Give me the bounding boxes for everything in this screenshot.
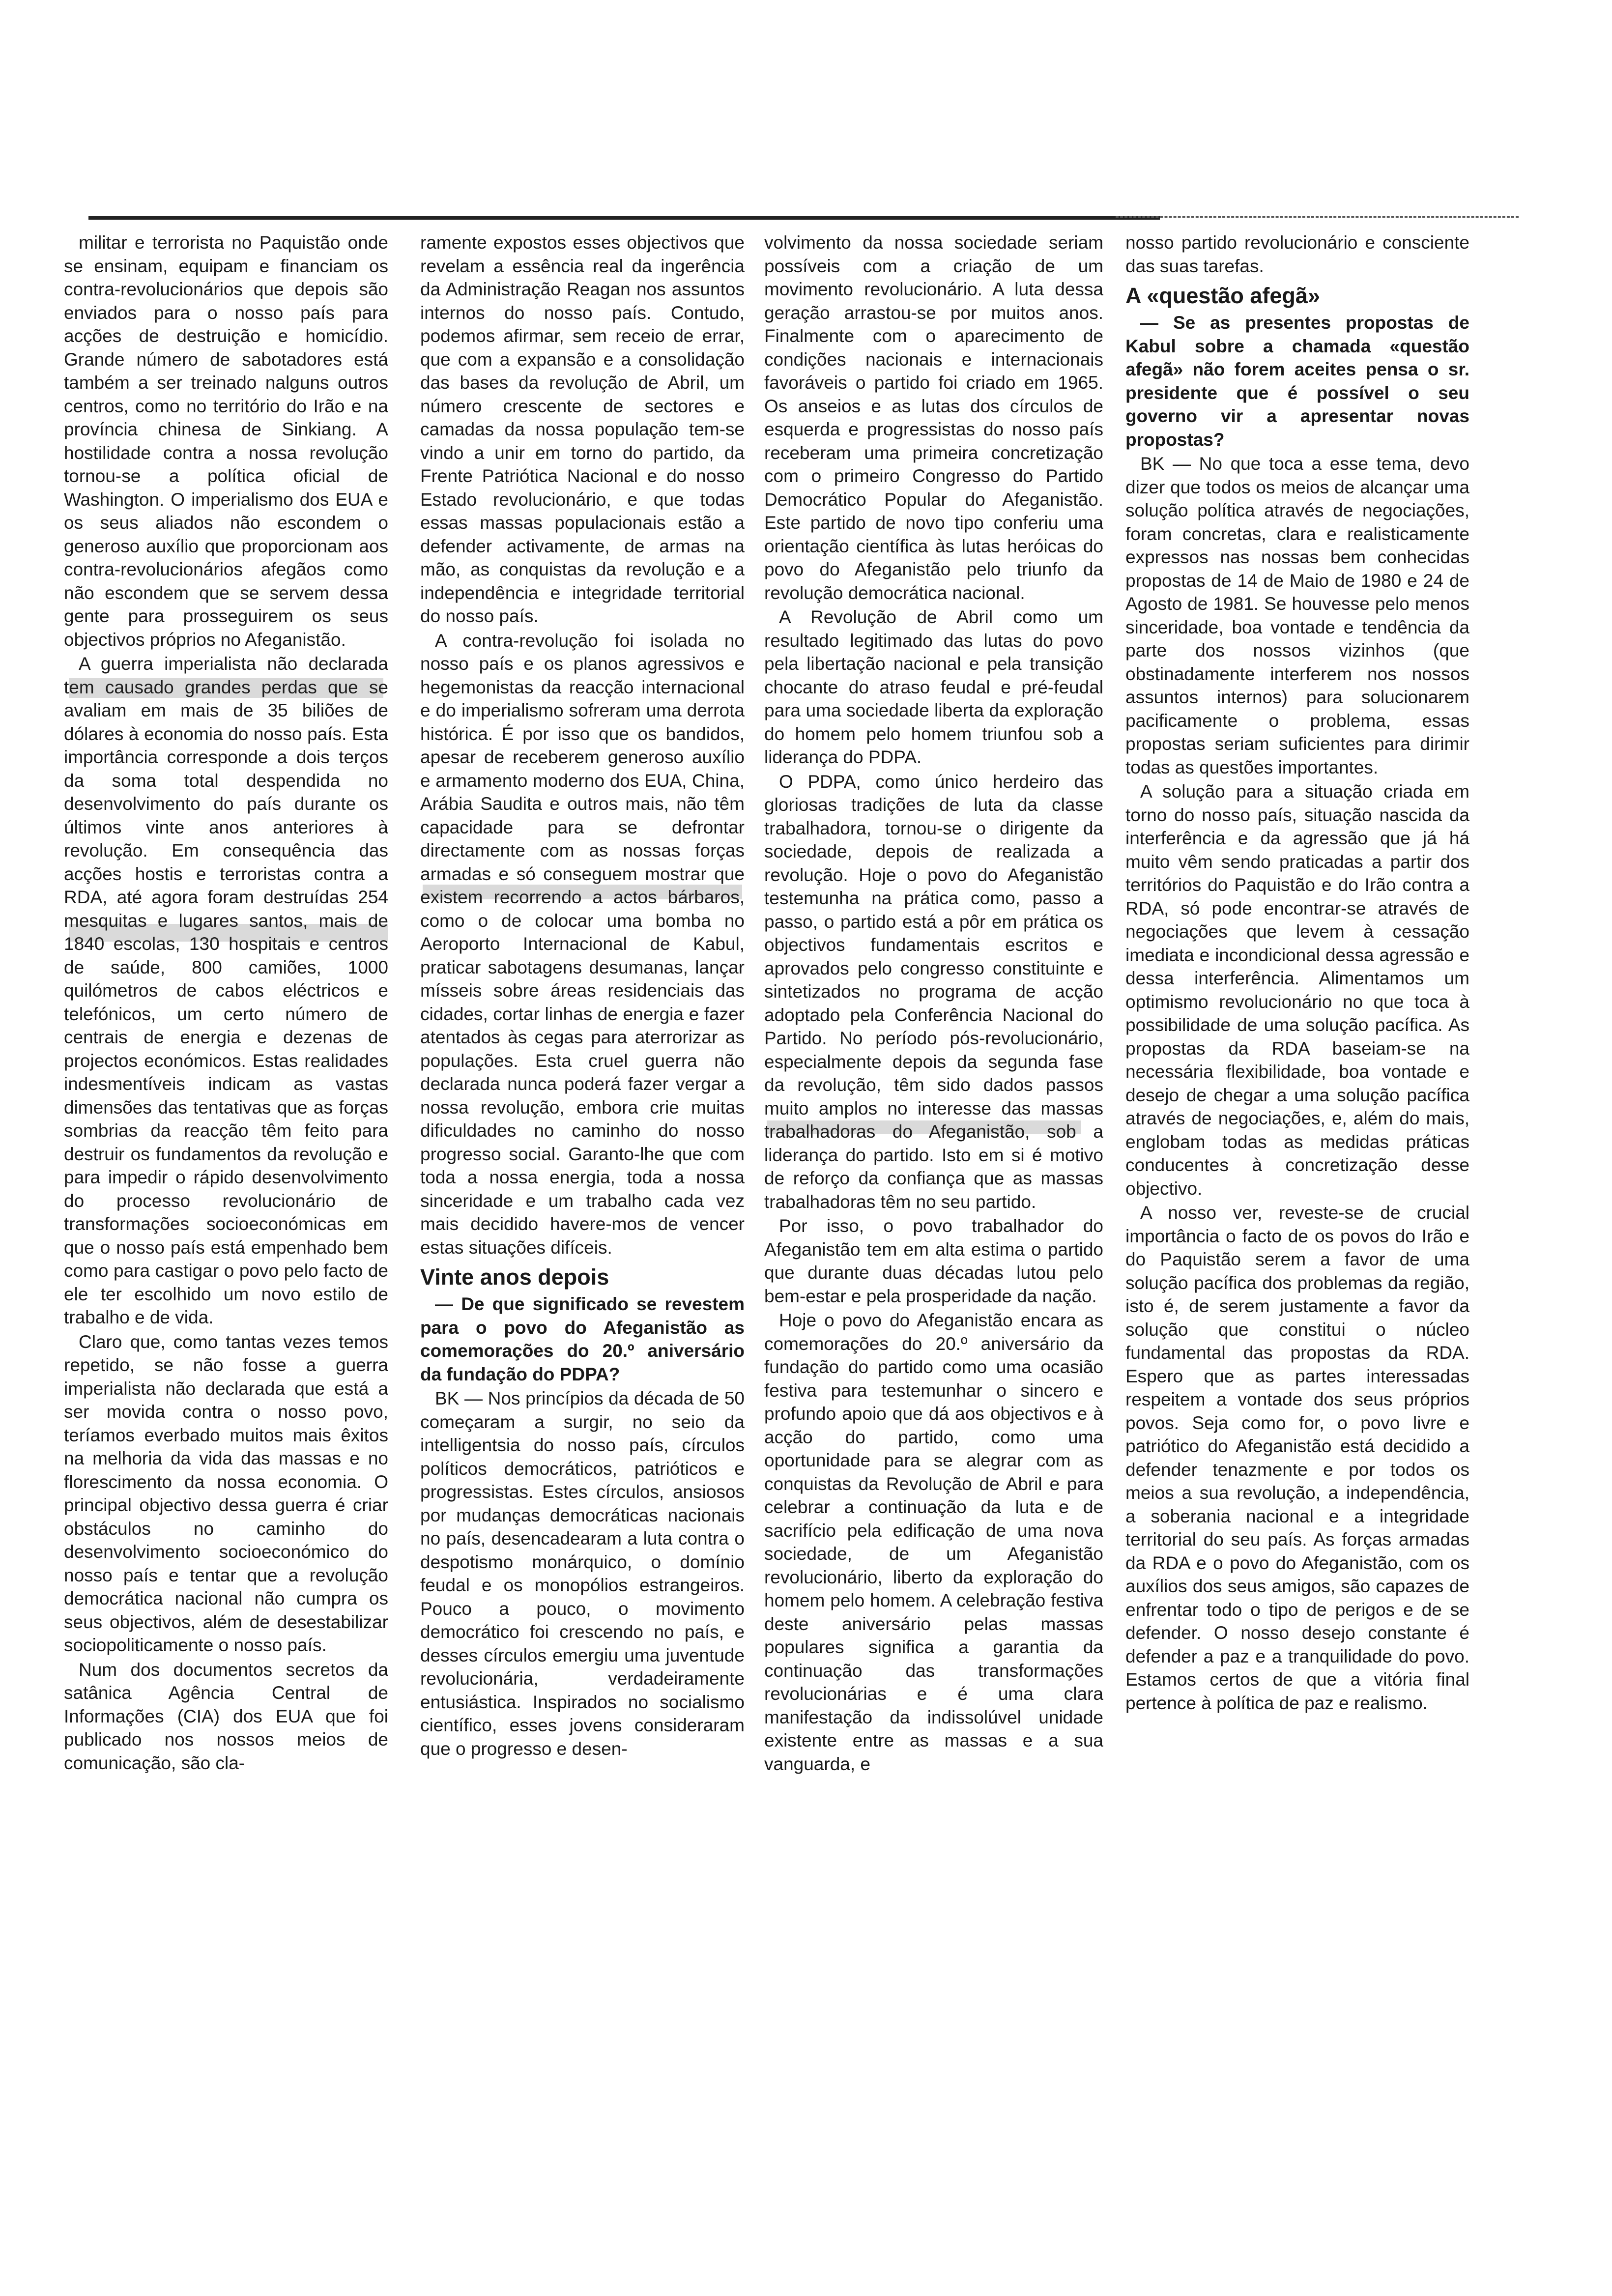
article-paragraph: Hoje o povo do Afeganistão encara as comemorações do 20.º aniversário da fundação do partido como uma ocasião festiva para testemunhar o sincero e profundo apoio que dá aos objectivos e à acção do partido, como uma oportunidade para se alegrar com as conquistas da Revolução de Abril e para celebrar a continuação da luta e de sacrifício pela edificação de uma nova sociedade, de um Afeganistão revolucionário, liberto da exploração do homem pelo homem. A celebração festiva deste aniversário pelas massas populares significa a garantia da continuação das transformações revolucionárias e é uma clara manifestação da indissolúvel unidade existente entre as massas e a sua vanguarda, e: [764, 1310, 1103, 1774]
article-paragraph: Num dos documentos secretos da satânica Agência Central de Informações (CIA) dos EUA que foi publicado nos nossos meios de comunicação, são cla-: [64, 1659, 388, 1773]
article-paragraph: nosso partido revolucionário e consciente das suas tarefas.: [1125, 232, 1469, 276]
scan-smudge: [767, 1120, 1081, 1134]
column-3: [764, 231, 1103, 2236]
scan-smudge: [423, 885, 742, 899]
article-paragraph: O PDPA, como único herdeiro das gloriosas tradições de luta da classe trabalhadora, tornou-se o dirigente da sociedade, depois de realizada a revolução. Hoje o povo do Afeganistão testemunha na prática como, passo a passo, o partido está a pôr em prática os objectivos fundamentais escritos e aprovados pelo congresso constituinte e sintetizados no programa de acção adoptado pela Conferência Nacional do Partido. No período pós-revolucionário, especialmente depois da segunda fase da revolução, têm sido dados passos muito amplos no interesse das massas trabalhadoras do Afeganistão, sob a liderança do partido. Isto em si é motivo de reforço da confiança que as massas trabalhadoras têm no seu partido.: [764, 771, 1103, 1212]
article-paragraph: volvimento da nossa sociedade seriam possíveis com a criação de um movimento revolucionário. A luta dessa geração arrastou-se por muitos anos. Finalmente com o aparecimento de condições nacionais e internacionais favoráveis o partido foi criado em 1965. Os anseios e as lutas dos círculos de esquerda e progressistas do nosso país receberam uma primeira concretização com o primeiro Congresso do Partido Democrático Popular do Afeganistão. Este partido de novo tipo conferiu uma orientação científica às lutas heróicas do povo do Afeganistão pelo triunfo da revolução democrática nacional.: [764, 232, 1103, 603]
section-heading: A «questão afegã»: [1125, 283, 1320, 308]
scan-smudge: [69, 924, 388, 942]
article-paragraph: A Revolução de Abril como um resultado legitimado das lutas do povo pela libertação nacional e pela transição chocante do atraso feudal e pré-feudal para uma sociedade liberta da exploração do homem pelo homem triunfou sob a liderança do PDPA.: [764, 607, 1103, 767]
scan-smudge: [69, 678, 383, 698]
article-paragraph: ramente expostos esses objectivos que revelam a essência real da ingerência da Administração Reagan nos assuntos internos do nosso país. Contudo, podemos afirmar, sem receio de errar, que com a expansão e a consolidação das bases da revolução de Abril, um número crescente de sectores e camadas da nossa população tem-se vindo a unir em torno do partido, da Frente Patriótica Nacional e do nosso Estado revolucionário, e que todas essas massas populacionais estão a defender activamente, de armas na mão, as conquistas da revolução e a independência e integridade territorial do nosso país.: [420, 232, 745, 626]
article-paragraph: militar e terrorista no Paquistão onde se ensinam, equipam e financiam os contra-revolucionários que depois são enviados para o nosso país para acções de destruição e homicídio. Grande número de sabotadores está também a ser treinado nalguns outros centros, como no território do Irão e na província chinesa de Sinkiang. A hostilidade contra a nossa revolução tornou-se a política oficial de Washington. O imperialismo dos EUA e os seus aliados não escondem o generoso auxílio que proporcionam aos contra-revolucionários afegãos como não escondem que se servem dessa gente para prosseguirem os seus objectivos próprios no Afeganistão.: [64, 232, 388, 650]
article-paragraph: BK — No que toca a esse tema, devo dizer que todos os meios de alcançar uma solução política através de negociações, foram concretas, clara e realisticamente expressos nas nossas bem conhecidas propostas de 14 de Maio de 1980 e 24 de Agosto de 1981. Se houvesse pelo menos sinceridade, boa vontade e tendência da parte dos nossos vizinhos (que obstinadamente interferem nos nossos assuntos internos) para solucionarem pacificamente o problema, essas propostas seriam suficientes para dirimir todas as questões importantes.: [1125, 454, 1469, 777]
top-rule-dashed: [1116, 216, 1519, 218]
column-4: [1125, 231, 1469, 2236]
article-paragraph: A contra-revolução foi isolada no nosso país e os planos agressivos e hegemonistas da reacção internacional e do imperialismo sofreram uma derrota histórica. É por isso que os bandidos, apesar de receberem generoso auxílio e armamento moderno dos EUA, China, Arábia Saudita e outros mais, não têm capacidade para se defrontar directamente com as nossas forças armadas e só conseguem mostrar que existem recorrendo a actos bárbaros, como o de colocar uma bomba no Aeroporto Internacional de Kabul, praticar sabotagens desumanas, lançar mísseis sobre áreas residenciais das cidades, cortar linhas de energia e fazer atentados às cegas para aterrorizar as populações. Esta cruel guerra não declarada nunca poderá fazer vergar a nossa revolução, embora crie muitas dificuldades no caminho do nosso progresso social. Garanto-lhe que com toda a nossa energia, toda a nossa sinceridade e um trabalho cada vez mais decidido havere-mos de vencer estas situações difíceis.: [420, 630, 745, 1258]
interview-question: — De que significado se revestem para o povo do Afeganistão as comemorações do 20.º aniversário da fundação do PDPA?: [420, 1294, 745, 1384]
article-paragraph: BK — Nos princípios da década de 50 começaram a surgir, no seio da intelligentsia do nosso país, círculos políticos democráticos, patrióticos e progressistas. Estes círculos, ansiosos por mudanças democráticas nacionais no país, desencadearam a luta contra o despotismo monárquico, o domínio feudal e os monopólios estrangeiros. Pouco a pouco, o movimento democrático foi crescendo no país, e desses círculos emergiu uma juventude revolucionária, verdadeiramente entusiástica. Inspirados no socialismo científico, esses jovens consideraram que o progresso e desen-: [420, 1388, 745, 1759]
top-rule: [88, 216, 1160, 220]
article-paragraph: A guerra imperialista não declarada tem causado grandes perdas que se avaliam em mais de 35 biliões de dólares à economia do nosso país. Esta importância corresponde a dois terços da soma total despendida no desenvolvimento do país durante os últimos vinte anos anteriores à revolução. Em consequência das acções hostis e terroristas contra a RDA, até agora foram destruídas 254 mesquitas e lugares santos, mais de 1840 escolas, 130 hospitais e centros de saúde, 800 camiões, 1000 quilómetros de cabos eléctricos e telefónicos, um certo número de centrais de energia e dezenas de projectos económicos. Estas realidades indesmentíveis indicam as vastas dimensões das tentativas que as forças sombrias da reacção têm feito para destruir os fundamentos da revolução e para impedir o rápido desenvolvimento do processo revolucionário de transformações socioeconómicas em que o nosso país está empenhado bem como para castigar o povo pelo facto de ele ter escolhido um novo estilo de trabalho e de vida.: [64, 654, 388, 1327]
article-paragraph: Por isso, o povo trabalhador do Afeganistão tem em alta estima o partido que durante duas décadas lutou pelo bem-estar e pela prosperidade da nação.: [764, 1216, 1103, 1306]
section-heading: Vinte anos depois: [420, 1264, 609, 1290]
column-1: [64, 231, 388, 2236]
interview-question: — Se as presentes propostas de Kabul sobre a chamada «questão afegã» não forem aceites pensa o sr. presidente que é possível o seu governo vir a apresentar novas propostas?: [1125, 313, 1469, 450]
column-2: [420, 231, 745, 2236]
article-paragraph: A solução para a situação criada em torno do nosso país, situação nascida da interferência e da agressão que já há muito vêm sendo praticadas a partir dos territórios do Paquistão e do Irão contra a RDA, só pode encontrar-se através de negociações que levem à cessação imediata e incondicional dessa agressão e dessa interferência. Alimentamos um optimismo revolucionário no que toca à possibilidade de uma solução pacífica. As propostas da RDA baseiam-se na necessária flexibilidade, boa vontade e desejo de chegar a uma solução pacífica através de negociações, e, além do mais, englobam todas as medidas práticas conducentes à concretização desse objectivo.: [1125, 781, 1469, 1199]
article-paragraph: Claro que, como tantas vezes temos repetido, se não fosse a guerra imperialista não declarada que está a ser movida contra o nosso povo, teríamos everbado muitos mais êxitos na melhoria da vida das massas e no florescimento da nossa economia. O principal objectivo dessa guerra é criar obstáculos no caminho do desenvolvimento socioeconómico do nosso país e tentar que a revolução democrática nacional não cumpra os seus objectivos, além de desestabilizar sociopoliticamente o nosso país.: [64, 1331, 388, 1655]
article-paragraph: A nosso ver, reveste-se de crucial importância o facto de os povos do Irão e do Paquistão serem a favor de uma solução pacífica dos problemas da região, isto é, de serem justamente a favor da solução que constitui o núcleo fundamental das propostas da RDA. Espero que as partes interessadas respeitem a vontade dos seus próprios povos. Seja como for, o povo livre e patriótico do Afeganistão está decidido a defender tenazmente e por todos os meios a sua revolução, a independência, a soberania nacional e a integridade territorial do seu país. As forças armadas da RDA e o povo do Afeganistão, com os auxílios dos seus amigos, são capazes de enfrentar todo o tipo de perigos e de se defender. O nosso desejo constante é defender a paz e a tranquilidade do povo. Estamos certos de que a vitória final pertence à política de paz e realismo.: [1125, 1203, 1469, 1713]
